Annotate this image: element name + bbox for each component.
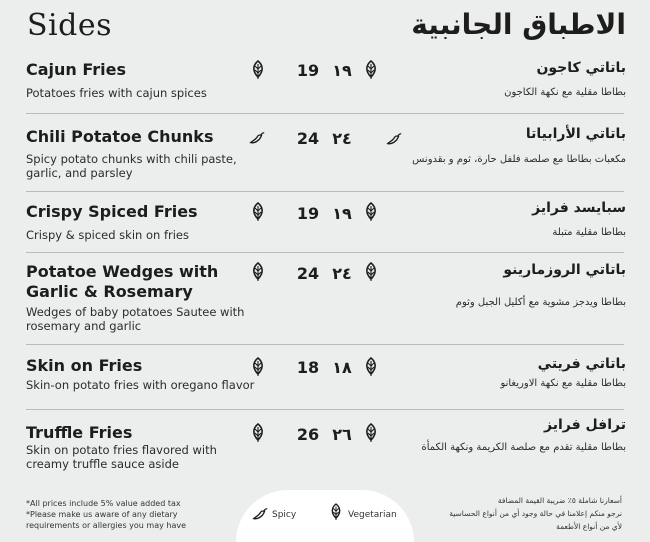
item-name-ar: سبايسد فرايز bbox=[532, 200, 626, 216]
item-price-en: 24 bbox=[296, 129, 320, 148]
vat-note-ar: أسعارنا شاملة ٥٪ ضريبة القيمة المضافة bbox=[497, 496, 622, 505]
allergy-note-ar: نرجو منكم إعلامنا في حالة وجود أي من أنواع الحساسية bbox=[449, 509, 622, 518]
item-price-ar: ١٨ bbox=[332, 358, 352, 377]
vegetarian-leaf-icon bbox=[249, 423, 267, 443]
item-desc-en: Wedges of baby potatoes Sautee with rosemary and garlic bbox=[26, 305, 245, 333]
item-price-ar: ١٩ bbox=[332, 61, 352, 80]
item-name-ar: باتاتي الروزمارينو bbox=[503, 262, 626, 278]
item-desc-ar: مكعبات بطاطا مع صلصة فلفل حارة، ثوم و بقدونس bbox=[412, 154, 626, 165]
divider bbox=[26, 113, 624, 114]
item-desc-ar: بطاطا مقلية مع نكهة الكاجون bbox=[504, 87, 626, 98]
item-price-en: 19 bbox=[296, 204, 320, 223]
item-desc-en: Crispy & spiced skin on fries bbox=[26, 228, 189, 242]
item-name-en: Potatoe Wedges with Garlic & Rosemary bbox=[26, 262, 219, 301]
chili-pepper-icon bbox=[385, 130, 403, 150]
item-desc-en: Skin-on potato fries with oregano flavor bbox=[26, 378, 255, 392]
item-name-en: Truffle Fries bbox=[26, 423, 133, 442]
vegetarian-leaf-icon bbox=[249, 262, 267, 282]
item-desc-en: Potatoes fries with cajun spices bbox=[26, 86, 207, 100]
item-desc-ar: بطاطا مقلية متبلة bbox=[552, 227, 626, 238]
item-desc-ar: بطاطا ويدجز مشوية مع أكليل الجبل وثوم bbox=[455, 297, 626, 308]
legend bbox=[236, 490, 414, 542]
footer-note-ar bbox=[422, 494, 622, 533]
vegetarian-leaf-icon bbox=[249, 202, 267, 222]
item-name-en: Chili Potatoe Chunks bbox=[26, 127, 214, 146]
chili-pepper-icon bbox=[248, 129, 266, 149]
vegetarian-leaf-icon bbox=[328, 502, 344, 522]
vegetarian-leaf-icon bbox=[249, 60, 267, 80]
item-desc-en: Spicy potato chunks with chili paste, garlic, and parsley bbox=[26, 152, 237, 180]
item-price-ar: ١٩ bbox=[332, 204, 352, 223]
item-name-en: Crispy Spiced Fries bbox=[26, 202, 198, 221]
item-price-en: 24 bbox=[296, 264, 320, 283]
vegetarian-leaf-icon bbox=[362, 202, 380, 222]
vegetarian-leaf-icon bbox=[362, 423, 380, 443]
footer-note-en bbox=[26, 498, 226, 531]
item-price-ar: ٢٤ bbox=[332, 129, 352, 148]
vegetarian-leaf-icon bbox=[362, 357, 380, 377]
item-price-ar: ٢٦ bbox=[332, 425, 352, 444]
item-desc-ar: بطاطا مقلية تقدم مع صلصة الكريمة ونكهة الكمأة bbox=[421, 442, 626, 453]
item-name-ar: ترافل فرايز bbox=[544, 417, 626, 433]
vegetarian-leaf-icon bbox=[362, 60, 380, 80]
item-name-ar: باتاتي فريتي bbox=[537, 356, 626, 372]
vegetarian-leaf-icon bbox=[362, 262, 380, 282]
item-name-ar: باتاتي الأرابياتا bbox=[525, 126, 626, 142]
divider bbox=[26, 252, 624, 253]
page-title-en: Sides bbox=[27, 8, 112, 43]
item-price-ar: ٢٤ bbox=[332, 264, 352, 283]
divider bbox=[26, 344, 624, 345]
item-price-en: 19 bbox=[296, 61, 320, 80]
divider bbox=[26, 191, 624, 192]
item-price-en: 18 bbox=[296, 358, 320, 377]
item-name-en: Cajun Fries bbox=[26, 60, 127, 79]
vat-note: *All prices include 5% value added tax bbox=[26, 499, 181, 508]
item-desc-ar: بطاطا مقلية مع نكهة الاوريغانو bbox=[500, 378, 626, 389]
legend-spicy-label: Spicy bbox=[272, 510, 297, 520]
item-name-ar: باتاتي كاجون bbox=[536, 60, 626, 76]
vegetarian-leaf-icon bbox=[249, 357, 267, 377]
legend-vegetarian-label: Vegetarian bbox=[348, 510, 397, 520]
chili-pepper-icon bbox=[250, 506, 270, 524]
allergy-note-ar-2: لأي من أنواع الأطعمة bbox=[556, 522, 622, 531]
allergy-note: *Please make us aware of any dietary requirements or allergies you may have bbox=[26, 510, 186, 530]
divider bbox=[26, 409, 624, 410]
page-title-ar: الاطباق الجانبية bbox=[411, 8, 626, 41]
item-desc-en: Skin on potato fries flavored with creamy truffle sauce aside bbox=[26, 443, 217, 471]
item-name-en: Skin on Fries bbox=[26, 356, 143, 375]
item-price-en: 26 bbox=[296, 425, 320, 444]
